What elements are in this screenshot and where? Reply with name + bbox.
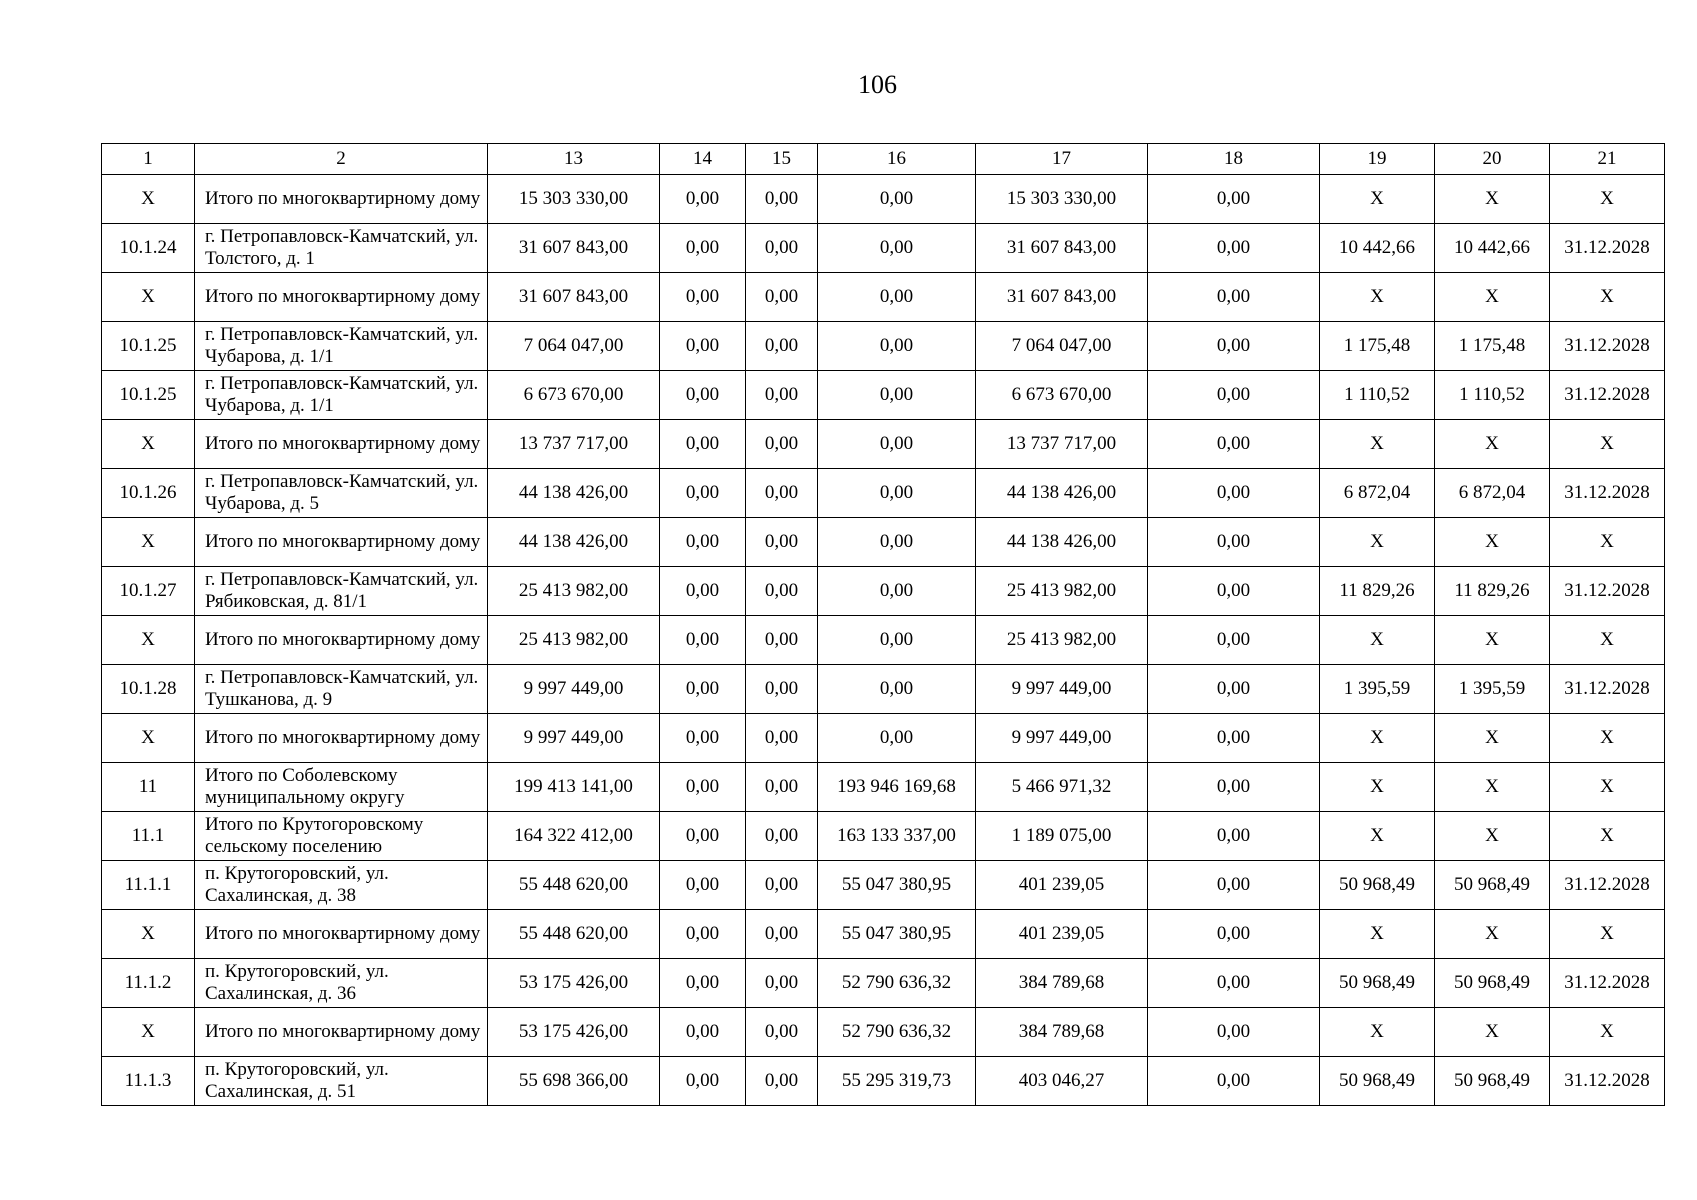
table-cell: Итого по многоквартирному дому [195,273,488,322]
table-cell: X [1550,273,1665,322]
column-header: 15 [746,144,818,175]
table-cell: 0,00 [1148,1008,1320,1057]
table-cell: 0,00 [1148,910,1320,959]
table-cell: X [1320,420,1435,469]
table-cell: 1 175,48 [1320,322,1435,371]
table-row [102,959,1665,1008]
table-cell: 1 110,52 [1435,371,1550,420]
table-cell: 10 442,66 [1435,224,1550,273]
table-cell: 193 946 169,68 [818,763,976,812]
table-cell: г. Петропавловск-Камчатский, ул. Толстого, д. 1 [195,224,488,273]
table-row [102,714,1665,763]
table-cell: 0,00 [1148,714,1320,763]
table-cell: 384 789,68 [976,959,1148,1008]
table-cell: X [1550,1008,1665,1057]
table-cell: 53 175 426,00 [488,959,660,1008]
table-cell: 0,00 [746,469,818,518]
table-cell: 0,00 [818,273,976,322]
table-cell: Итого по многоквартирному дому [195,1008,488,1057]
table-cell: 0,00 [660,616,746,665]
table-cell: 9 997 449,00 [488,714,660,763]
table-row [102,812,1665,861]
table-cell: 10.1.27 [102,567,195,616]
table-cell: 6 872,04 [1435,469,1550,518]
table-cell: г. Петропавловск-Камчатский, ул. Чубарова, д. 1/1 [195,371,488,420]
table-cell: 31.12.2028 [1550,861,1665,910]
table-cell: 10.1.25 [102,322,195,371]
table-cell: 0,00 [746,714,818,763]
table-cell: 0,00 [660,959,746,1008]
table-cell: 15 303 330,00 [488,175,660,224]
table-cell: X [1550,420,1665,469]
table-cell: 0,00 [1148,224,1320,273]
table-cell: X [1435,910,1550,959]
table-cell: 0,00 [746,224,818,273]
table-cell: 13 737 717,00 [976,420,1148,469]
table-cell: 0,00 [1148,665,1320,714]
table-cell: 0,00 [746,1008,818,1057]
table-cell: г. Петропавловск-Камчатский, ул. Чубарова, д. 5 [195,469,488,518]
table-cell: X [102,175,195,224]
table-cell: 0,00 [1148,371,1320,420]
table-cell: 0,00 [660,518,746,567]
table-cell: 50 968,49 [1320,959,1435,1008]
table-row [102,469,1665,518]
table-cell: 0,00 [1148,616,1320,665]
table-cell: 0,00 [1148,812,1320,861]
column-header: 20 [1435,144,1550,175]
column-header: 1 [102,144,195,175]
table-cell: г. Петропавловск-Камчатский, ул. Рябиковская, д. 81/1 [195,567,488,616]
table-cell: X [1435,1008,1550,1057]
table-cell: X [1550,175,1665,224]
table-cell: X [1435,812,1550,861]
table-cell: 0,00 [660,665,746,714]
table-cell: 0,00 [746,616,818,665]
data-table [101,143,1665,1106]
table-cell: 0,00 [818,224,976,273]
table-cell: 0,00 [1148,273,1320,322]
table-row [102,1008,1665,1057]
table-cell: 31.12.2028 [1550,224,1665,273]
table-cell: 31.12.2028 [1550,469,1665,518]
table-cell: X [1435,175,1550,224]
table-cell: 0,00 [746,518,818,567]
table-cell: 0,00 [818,175,976,224]
table-cell: 25 413 982,00 [976,567,1148,616]
table-row [102,665,1665,714]
table-cell: 0,00 [818,322,976,371]
table-cell: X [1550,714,1665,763]
table-cell: 6 673 670,00 [976,371,1148,420]
table-cell: 44 138 426,00 [488,518,660,567]
table-cell: 50 968,49 [1320,861,1435,910]
table-cell: 0,00 [660,224,746,273]
table-cell: 0,00 [660,1008,746,1057]
table-cell: 0,00 [746,861,818,910]
table-cell: 0,00 [746,665,818,714]
table-cell: 11 829,26 [1320,567,1435,616]
page-number: 106 [858,70,897,99]
table-cell: X [1550,616,1665,665]
table-cell: X [102,714,195,763]
column-header: 19 [1320,144,1435,175]
table-cell: 0,00 [746,812,818,861]
table-cell: 0,00 [1148,518,1320,567]
table-cell: 11 [102,763,195,812]
table-cell: 44 138 426,00 [976,469,1148,518]
table-cell: 31 607 843,00 [976,224,1148,273]
table-cell: Итого по Соболевскому муниципальному округу [195,763,488,812]
column-header: 17 [976,144,1148,175]
table-cell: 0,00 [660,1057,746,1106]
table-cell: 11.1.1 [102,861,195,910]
table-cell: 10.1.28 [102,665,195,714]
table-cell: X [1550,518,1665,567]
table-cell: 0,00 [660,861,746,910]
table-cell: X [1320,910,1435,959]
table-cell: 31.12.2028 [1550,959,1665,1008]
table-cell: Итого по многоквартирному дому [195,175,488,224]
table-cell: 1 175,48 [1435,322,1550,371]
table-cell: 0,00 [746,420,818,469]
table-cell: 0,00 [1148,420,1320,469]
table-row [102,273,1665,322]
table-cell: 50 968,49 [1435,959,1550,1008]
table-row [102,567,1665,616]
table-cell: Итого по многоквартирному дому [195,518,488,567]
column-header: 21 [1550,144,1665,175]
table-cell: 6 673 670,00 [488,371,660,420]
table-cell: 50 968,49 [1320,1057,1435,1106]
table-cell: 0,00 [660,371,746,420]
table-cell: X [102,1008,195,1057]
table-cell: 55 295 319,73 [818,1057,976,1106]
table-cell: 9 997 449,00 [976,665,1148,714]
column-header: 13 [488,144,660,175]
table-cell: 55 448 620,00 [488,910,660,959]
table-cell: 401 239,05 [976,910,1148,959]
table-cell: г. Петропавловск-Камчатский, ул. Чубарова, д. 1/1 [195,322,488,371]
table-cell: 0,00 [746,910,818,959]
table-row [102,861,1665,910]
table-cell: 0,00 [1148,959,1320,1008]
table-cell: X [1435,616,1550,665]
column-header: 2 [195,144,488,175]
table-cell: Итого по многоквартирному дому [195,420,488,469]
table-cell: 0,00 [746,763,818,812]
table-cell: 50 968,49 [1435,861,1550,910]
table-row [102,420,1665,469]
table-cell: 25 413 982,00 [488,616,660,665]
table-cell: X [1435,714,1550,763]
table-cell: г. Петропавловск-Камчатский, ул. Тушканова, д. 9 [195,665,488,714]
table-cell: 0,00 [818,469,976,518]
table-cell: X [1320,273,1435,322]
table-cell: 164 322 412,00 [488,812,660,861]
table-row [102,175,1665,224]
table-cell: 1 189 075,00 [976,812,1148,861]
table-header-row [102,144,1665,175]
table-cell: 55 448 620,00 [488,861,660,910]
table-cell: 10.1.24 [102,224,195,273]
table-cell: 403 046,27 [976,1057,1148,1106]
table-cell: 163 133 337,00 [818,812,976,861]
table-cell: 25 413 982,00 [488,567,660,616]
table-cell: 0,00 [746,273,818,322]
table-cell: 0,00 [1148,175,1320,224]
table-cell: 31.12.2028 [1550,371,1665,420]
table-cell: 0,00 [1148,469,1320,518]
table-cell: 10.1.25 [102,371,195,420]
table-row [102,518,1665,567]
table-cell: X [1435,273,1550,322]
table-cell: 0,00 [1148,763,1320,812]
table-cell: X [102,518,195,567]
table-cell: 0,00 [818,371,976,420]
table-cell: 9 997 449,00 [488,665,660,714]
table-cell: 6 872,04 [1320,469,1435,518]
table-cell: X [1320,175,1435,224]
table-cell: 55 698 366,00 [488,1057,660,1106]
table-cell: п. Крутогоровский, ул. Сахалинская, д. 51 [195,1057,488,1106]
table-cell: 52 790 636,32 [818,1008,976,1057]
table-cell: 0,00 [660,812,746,861]
table-cell: п. Крутогоровский, ул. Сахалинская, д. 38 [195,861,488,910]
table-cell: 384 789,68 [976,1008,1148,1057]
table-cell: 31.12.2028 [1550,567,1665,616]
table-cell: X [102,273,195,322]
table-cell: 31.12.2028 [1550,1057,1665,1106]
table-cell: X [102,616,195,665]
table-cell: 11 829,26 [1435,567,1550,616]
table-cell: 0,00 [1148,322,1320,371]
table-cell: 11.1.3 [102,1057,195,1106]
table-cell: 0,00 [660,420,746,469]
table-cell: 0,00 [1148,1057,1320,1106]
table-row [102,910,1665,959]
table-cell: X [1320,616,1435,665]
table-cell: 53 175 426,00 [488,1008,660,1057]
table-cell: 0,00 [1148,861,1320,910]
table-cell: X [1435,420,1550,469]
table-cell: 25 413 982,00 [976,616,1148,665]
table-cell: X [1320,714,1435,763]
table-cell: Итого по Крутогоровскому сельскому поселению [195,812,488,861]
table-cell: Итого по многоквартирному дому [195,714,488,763]
table-cell: 199 413 141,00 [488,763,660,812]
table-cell: 0,00 [746,567,818,616]
table-cell: X [1550,812,1665,861]
table-cell: X [1435,763,1550,812]
table-row [102,616,1665,665]
table-cell: 0,00 [660,175,746,224]
table-cell: 50 968,49 [1435,1057,1550,1106]
table-cell: 0,00 [746,1057,818,1106]
table-cell: 0,00 [660,714,746,763]
table-cell: 55 047 380,95 [818,861,976,910]
table-cell: 0,00 [818,616,976,665]
table-cell: 1 395,59 [1320,665,1435,714]
table-cell: 5 466 971,32 [976,763,1148,812]
column-header: 18 [1148,144,1320,175]
table-cell: X [1550,763,1665,812]
table-cell: X [1320,763,1435,812]
table-cell: 0,00 [818,665,976,714]
table-row [102,1057,1665,1106]
table-row [102,322,1665,371]
table-cell: 0,00 [818,518,976,567]
table-cell: п. Крутогоровский, ул. Сахалинская, д. 36 [195,959,488,1008]
table-cell: X [1320,1008,1435,1057]
table-row [102,224,1665,273]
column-header: 16 [818,144,976,175]
table-cell: X [1550,910,1665,959]
table-cell: 401 239,05 [976,861,1148,910]
table-cell: 11.1.2 [102,959,195,1008]
table-cell: 31 607 843,00 [976,273,1148,322]
table-cell: 15 303 330,00 [976,175,1148,224]
table-cell: 0,00 [746,371,818,420]
table-cell: 0,00 [660,469,746,518]
table-cell: 0,00 [818,567,976,616]
table-cell: 1 110,52 [1320,371,1435,420]
table-cell: 0,00 [660,273,746,322]
table-cell: 0,00 [818,714,976,763]
table-row [102,763,1665,812]
table-cell: 1 395,59 [1435,665,1550,714]
table-cell: X [1320,812,1435,861]
table-cell: 0,00 [746,959,818,1008]
table-cell: X [1320,518,1435,567]
table-cell: 31 607 843,00 [488,273,660,322]
table-cell: 0,00 [660,910,746,959]
table-cell: 10 442,66 [1320,224,1435,273]
table-cell: X [102,910,195,959]
table-cell: 31 607 843,00 [488,224,660,273]
table-cell: Итого по многоквартирному дому [195,910,488,959]
column-header: 14 [660,144,746,175]
table-cell: 7 064 047,00 [488,322,660,371]
table-cell: 0,00 [660,567,746,616]
table-row [102,371,1665,420]
table-cell: 44 138 426,00 [976,518,1148,567]
table-cell: Итого по многоквартирному дому [195,616,488,665]
table-cell: 7 064 047,00 [976,322,1148,371]
table-cell: 31.12.2028 [1550,665,1665,714]
table-cell: X [1435,518,1550,567]
table-cell: 0,00 [818,420,976,469]
table-cell: 0,00 [1148,567,1320,616]
table-cell: 11.1 [102,812,195,861]
table-cell: 10.1.26 [102,469,195,518]
table-cell: 13 737 717,00 [488,420,660,469]
table-cell: 9 997 449,00 [976,714,1148,763]
table-cell: 0,00 [660,763,746,812]
table-cell: 31.12.2028 [1550,322,1665,371]
table-cell: X [102,420,195,469]
table-cell: 0,00 [660,322,746,371]
table-cell: 0,00 [746,322,818,371]
table-cell: 55 047 380,95 [818,910,976,959]
table-cell: 44 138 426,00 [488,469,660,518]
table-cell: 0,00 [746,175,818,224]
table-cell: 52 790 636,32 [818,959,976,1008]
